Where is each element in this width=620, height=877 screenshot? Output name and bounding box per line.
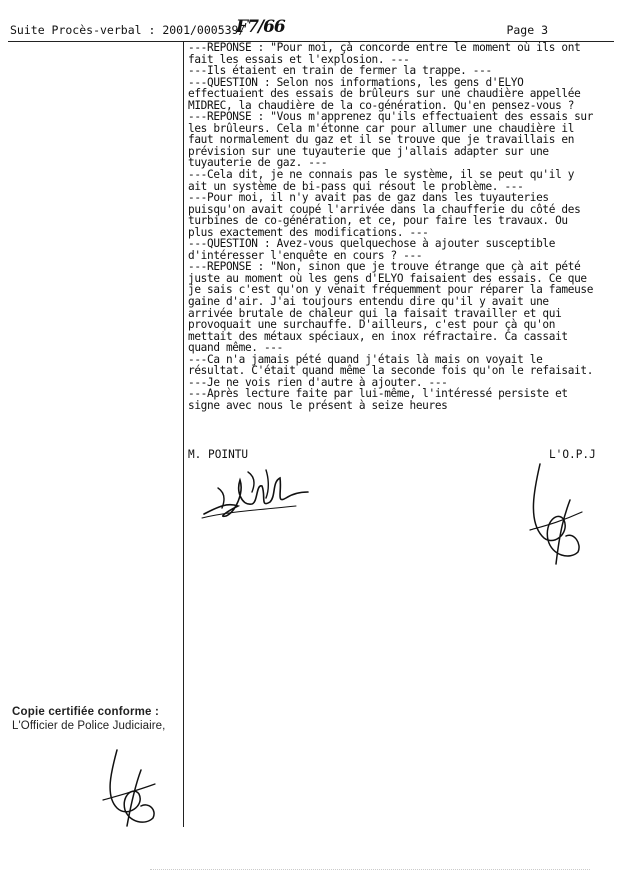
- statement-line: résultat. C'était quand même la seconde fois qu'on le refaisait.: [188, 364, 594, 378]
- stamp-signature: [95, 748, 165, 828]
- statement-line: ---REPONSE : "Pour moi, çà concorde entre le moment où ils ont: [188, 41, 581, 54]
- statement-line: je sais c'est qu'on y venait fréquemment pour réparer la fameuse: [188, 283, 594, 297]
- page-number: Page 3: [506, 23, 548, 37]
- statement-line: provoquait une surchauffe. D'ailleurs, c'est pour çà qu'on: [188, 318, 556, 332]
- statement-line: tuyauterie de gaz. ---: [188, 156, 328, 170]
- statement-line: prévision sur une tuyauterie que j'allais adapter sur une: [188, 144, 549, 158]
- witness-signature: [196, 462, 316, 522]
- statement-line: puisqu'on avait coupé l'arrivée dans la chaufferie du côté des: [188, 202, 581, 216]
- stamp-line-officer: L'Officier de Police Judiciaire,: [12, 720, 166, 732]
- statement-line: juste au moment où les gens d'ELYO faisaient des essais. Ce que: [188, 271, 587, 285]
- statement-line: signe avec nous le présent à seize heures: [188, 398, 448, 412]
- scan-artifact: [150, 869, 590, 870]
- statement-line: plus exactement des modifications. ---: [188, 225, 429, 239]
- statement-line: ---Cela dit, je ne connais pas le système, il se peut qu'il y: [188, 168, 575, 182]
- statement-line: quand même. ---: [188, 341, 283, 355]
- statement-line: effectuaient des essais de brûleurs sur une chaudière appellée: [188, 87, 581, 101]
- document-reference: Suite Procès-verbal : 2001/000539/: [10, 23, 246, 37]
- statement-line: turbines de co-génération, et ce, pour faire les travaux. Ou: [188, 214, 568, 228]
- witness-name: M. POINTU: [188, 448, 249, 461]
- statement-line: ---Pour moi, il n'y avait pas de gaz dans les tuyauteries: [188, 191, 549, 205]
- statement-line: mettait des métaux spéciaux, en inox réfractaire. Ca cassait: [188, 329, 568, 343]
- statement-text: [188, 42, 608, 412]
- statement-line: faut normalement du gaz et il se trouve que je travaillais en: [188, 133, 575, 147]
- page-header: [0, 17, 620, 43]
- statement-line: ---REPONSE : "Vous m'apprenez qu'ils effectuaient des essais sur: [188, 110, 594, 124]
- certification-stamp: [12, 706, 187, 732]
- officer-label: L'O.P.J: [549, 448, 596, 461]
- statement-line: ait un système de bi-pass qui résout le problème. ---: [188, 179, 524, 193]
- statement-line: fait les essais et l'explosion. ---: [188, 52, 410, 66]
- stamp-line-certified: Copie certifiée conforme :: [12, 706, 160, 718]
- statement-line: les brûleurs. Cela m'étonne car pour allumer une chaudière il: [188, 121, 575, 135]
- statement-line: ---Après lecture faite par lui-même, l'intéressé persiste et: [188, 387, 568, 401]
- statement-line: gaine d'air. J'ai toujours entendu dire qu'il y avait une: [188, 295, 549, 309]
- statement-line: ---Ca n'a jamais pété quand j'étais là mais on voyait le: [188, 352, 543, 366]
- statement-line: ---QUESTION : Selon nos informations, les gens d'ELYO: [188, 75, 524, 89]
- statement-line: ---Ils étaient en train de fermer la trappe. ---: [188, 64, 492, 78]
- statement-line: ---Je ne vois rien d'autre à ajouter. ---: [188, 375, 448, 389]
- statement-line: arrivée brutale de chaleur qui la faisait travailler et qui: [188, 306, 562, 320]
- officer-signature: [520, 460, 590, 570]
- statement-line: ---QUESTION : Avez-vous quelquechose à ajouter susceptible: [188, 237, 556, 251]
- statement-line: d'intéresser l'enquête en cours ? ---: [188, 248, 423, 262]
- statement-line: ---REPONSE : "Non, sinon que je trouve étrange que çà ait pété: [188, 260, 581, 274]
- handwritten-page-number: F7/66: [236, 17, 285, 37]
- statement-line: MIDREC, la chaudière de la co-génération. Qu'en pensez-vous ?: [188, 98, 575, 112]
